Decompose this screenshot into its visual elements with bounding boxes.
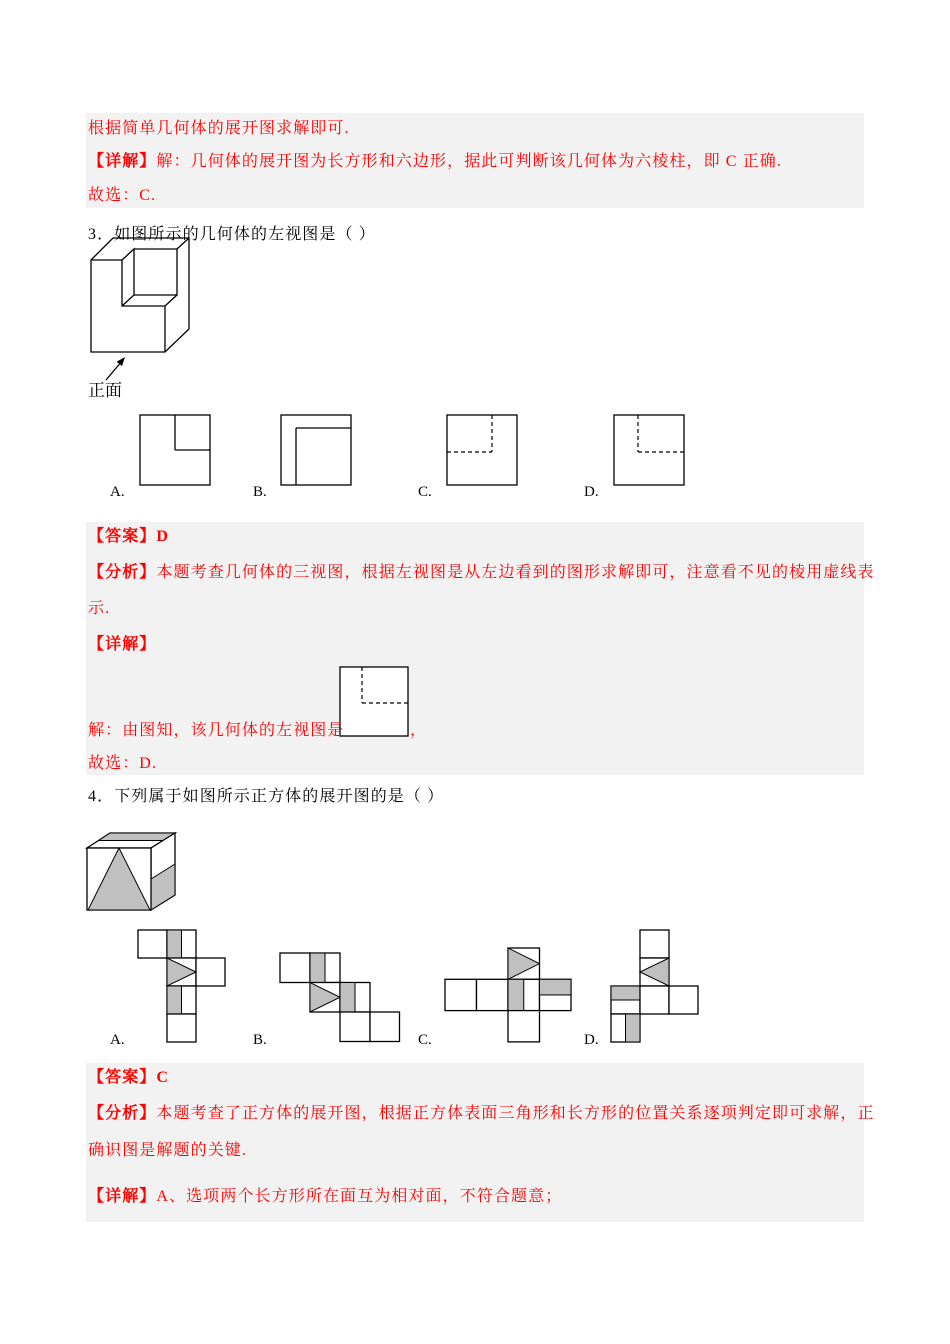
- q2-detail-text: 解：几何体的展开图为长方形和六边形，据此可判断该几何体为六棱柱，即 C 正确.: [156, 153, 782, 170]
- net-face: [640, 930, 669, 958]
- q4-analysis-text: 本题考查了正方体的展开图，根据正方体表面三角形和长方形的位置关系逐项判定即可求解，正: [156, 1105, 875, 1122]
- q4-detail-tag: 【详解】: [88, 1188, 157, 1205]
- shaded-half: [310, 953, 325, 983]
- net-face: [370, 1012, 400, 1042]
- net-face: [167, 1014, 196, 1042]
- q4-analysis-line-2: 确识图是解题的关键.: [88, 1142, 248, 1159]
- q3-front-label: 正面: [88, 381, 122, 400]
- q3-stem: 3．如图所示的几何体的左视图是（ ）: [88, 226, 376, 243]
- q3-analysis-line-2: 示.: [88, 600, 111, 617]
- shaded-half: [167, 930, 182, 958]
- shaded-half: [611, 986, 640, 1000]
- q3-analysis-line-1: [88, 563, 875, 583]
- net-face: [340, 1012, 370, 1042]
- net-face: [445, 979, 477, 1010]
- q4-option-a-label: A.: [110, 1032, 125, 1048]
- q4-option-a-net: [138, 930, 225, 1042]
- q4-answer-value: C: [156, 1069, 170, 1086]
- q4-detail-text: A、选项两个长方形所在面互为相对面，不符合题意；: [156, 1188, 563, 1205]
- q3-analysis-tag: 【分析】: [88, 564, 157, 581]
- q4-option-d-net: [611, 930, 698, 1042]
- q2-detail-tag: 【详解】: [88, 153, 157, 170]
- net-face: [508, 1011, 540, 1042]
- q3-analysis-text: 本题考查几何体的三视图，根据左视图是从左边看到的图形求解即可，注意看不见的棱用虚线表: [156, 564, 875, 581]
- view-square: [340, 667, 408, 736]
- net-face: [669, 986, 698, 1014]
- q3-option-b-figure: [281, 415, 351, 485]
- q2-analysis-tail: 根据简单几何体的展开图求解即可.: [88, 120, 350, 137]
- front-view-arrow: [106, 357, 125, 380]
- q3-option-d-label: D.: [584, 484, 599, 500]
- q3-option-c-label: C.: [418, 484, 432, 500]
- shaded-half: [340, 983, 355, 1013]
- net-face: [138, 930, 167, 958]
- shaded-half: [626, 1014, 641, 1042]
- net-face: [477, 979, 509, 1010]
- net-face: [196, 958, 225, 986]
- q3-answer-tag: 【答案】: [88, 528, 157, 545]
- q3-solid-figure: [91, 238, 189, 352]
- top-face-shaded-half: [99, 833, 176, 841]
- q4-detail: [88, 1187, 562, 1207]
- arrow-head: [117, 357, 125, 366]
- q4-analysis-tag: 【分析】: [88, 1105, 157, 1122]
- net-face: [640, 986, 669, 1014]
- view-square: [281, 415, 351, 485]
- q3-answer-left-view: [340, 667, 408, 736]
- q4-analysis-line-1: [88, 1104, 875, 1124]
- view-square: [447, 415, 517, 485]
- q3-option-c-figure: [447, 415, 517, 485]
- q4-option-c-net: [445, 948, 571, 1042]
- q4-stem: 4．下列属于如图所示正方体的展开图的是（ ）: [88, 788, 445, 805]
- q4-option-b-label: B.: [253, 1032, 267, 1048]
- shaded-half: [167, 986, 182, 1014]
- q2-conclusion: 故选：C.: [88, 187, 157, 204]
- q3-detail-tag: 【详解】: [88, 636, 157, 653]
- q3-detail-text: 解：由图知，该几何体的左视图是: [88, 722, 345, 739]
- q2-detail: [88, 152, 782, 172]
- q4-option-b-net: [280, 953, 400, 1042]
- q3-detail-suffix: ，: [410, 722, 428, 739]
- net-face: [280, 953, 310, 983]
- q4-answer: [88, 1068, 169, 1088]
- q3-option-a-figure: [140, 415, 210, 485]
- q3-answer: [88, 527, 169, 547]
- q3-option-b-label: B.: [253, 484, 267, 500]
- q4-answer-tag: 【答案】: [88, 1069, 157, 1086]
- q3-option-a-label: A.: [110, 484, 125, 500]
- shaded-half: [508, 979, 524, 1010]
- q4-option-d-label: D.: [584, 1032, 599, 1048]
- q3-conclusion: 故选：D.: [88, 755, 158, 772]
- q4-cube-figure: [87, 833, 175, 910]
- q4-option-c-label: C.: [418, 1032, 432, 1048]
- shaded-half: [540, 979, 572, 995]
- q3-answer-value: D: [156, 528, 170, 545]
- q3-option-d-figure: [614, 415, 684, 485]
- view-square: [614, 415, 684, 485]
